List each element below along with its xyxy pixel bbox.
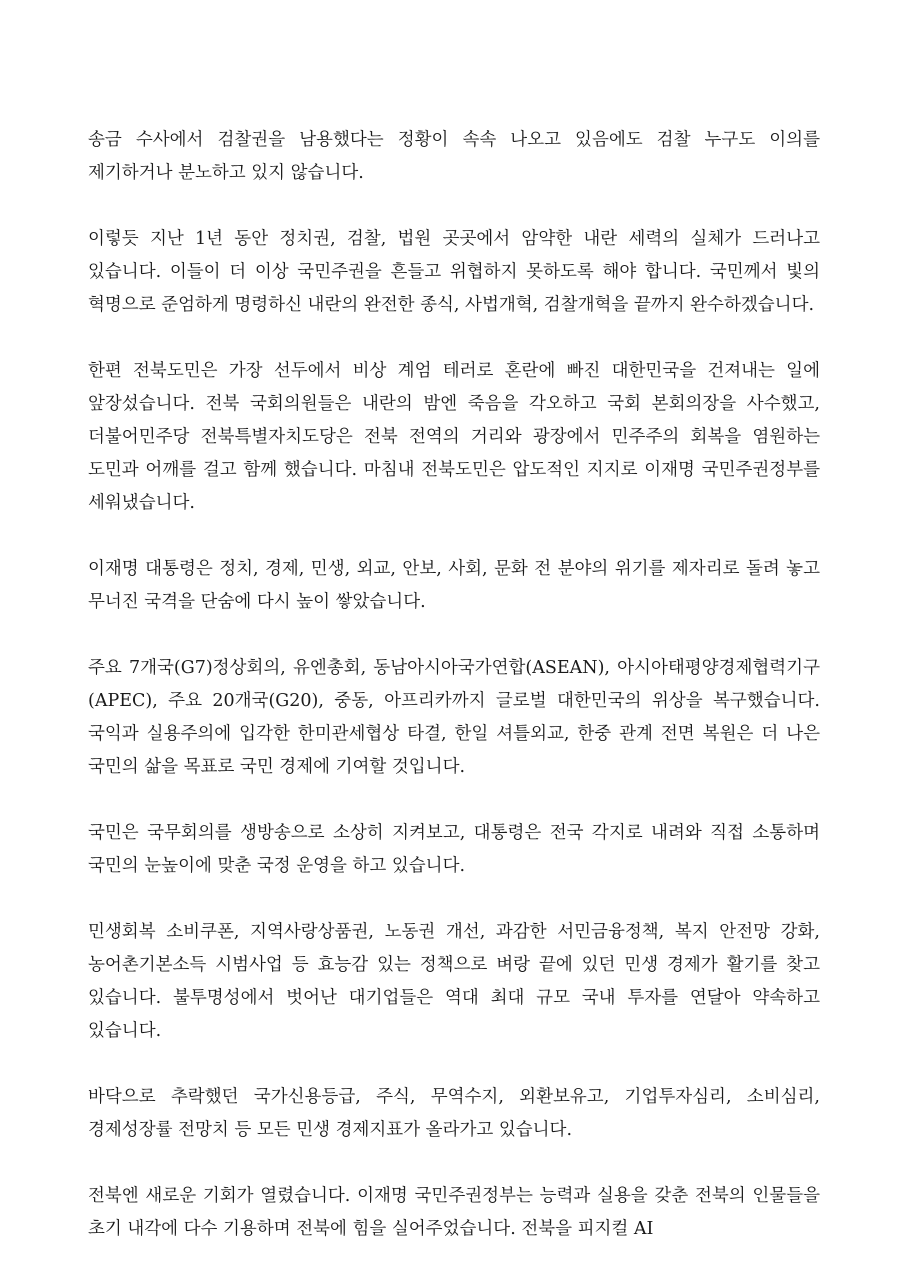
paragraph-3: 한편 전북도민은 가장 선두에서 비상 계엄 테러로 혼란에 빠진 대한민국을 건져내는 일에 앞장섰습니다. 전북 국회의원들은 내란의 밤엔 죽음을 각오하고 국회 본회의장을 사수했고, 더불어민주당 전북특별자치도당은 전북 전역의 거리와 광장에서 민주주의 회복을 염원하는 도민과 어깨를 걸고 함께 했습니다. 마침내 전북도민은 압도적인 지지로 이재명 국민주권정부를 세워냈습니다.	[88, 361, 820, 513]
paragraph-4: 이재명 대통령은 정치, 경제, 민생, 외교, 안보, 사회, 문화 전 분야의 위기를 제자리로 돌려 놓고 무너진 국격을 단숨에 다시 높이 쌓았습니다.	[88, 559, 820, 612]
paragraph-9: 전북엔 새로운 기회가 열렸습니다. 이재명 국민주권정부는 능력과 실용을 갖춘 전북의 인물들을 초기 내각에 다수 기용하며 전북에 힘을 실어주었습니다. 전북을 피지컬 AI	[88, 1186, 820, 1239]
paragraph-2: 이렇듯 지난 1년 동안 정치권, 검찰, 법원 곳곳에서 암약한 내란 세력의 실체가 드러나고 있습니다. 이들이 더 이상 국민주권을 흔들고 위협하지 못하도록 해야 합니다. 국민께서 빛의 혁명으로 준엄하게 명령하신 내란의 완전한 종식, 사법개혁, 검찰개혁을 끝까지 완수하겠습니다.	[88, 229, 820, 315]
paragraph-8: 바닥으로 추락했던 국가신용등급, 주식, 무역수지, 외환보유고, 기업투자심리, 소비심리, 경제성장률 전망치 등 모든 민생 경제지표가 올라가고 있습니다.	[88, 1087, 820, 1140]
document-body	[88, 124, 820, 1246]
paragraph-6: 국민은 국무회의를 생방송으로 소상히 지켜보고, 대통령은 전국 각지로 내려와 직접 소통하며 국민의 눈높이에 맞춘 국정 운영을 하고 있습니다.	[88, 823, 820, 876]
paragraph-5: 주요 7개국(G7)정상회의, 유엔총회, 동남아시아국가연합(ASEAN), 아시아태평양경제협력기구(APEC), 주요 20개국(G20), 중동, 아프리카까지 글로벌 대한민국의 위상을 복구했습니다. 국익과 실용주의에 입각한 한미관세협상 타결, 한일 셔틀외교, 한중 관계 전면 복원은 더 나은 국민의 삶을 목표로 국민 경제에 기여할 것입니다.	[88, 658, 820, 777]
paragraph-1: 송금 수사에서 검찰권을 남용했다는 정황이 속속 나오고 있음에도 검찰 누구도 이의를 제기하거나 분노하고 있지 않습니다.	[88, 130, 820, 183]
paragraph-7: 민생회복 소비쿠폰, 지역사랑상품권, 노동권 개선, 과감한 서민금융정책, 복지 안전망 강화, 농어촌기본소득 시범사업 등 효능감 있는 정책으로 벼랑 끝에 있던 민생 경제가 활기를 찾고 있습니다. 불투명성에서 벗어난 대기업들은 역대 최대 규모 국내 투자를 연달아 약속하고 있습니다.	[88, 922, 820, 1041]
